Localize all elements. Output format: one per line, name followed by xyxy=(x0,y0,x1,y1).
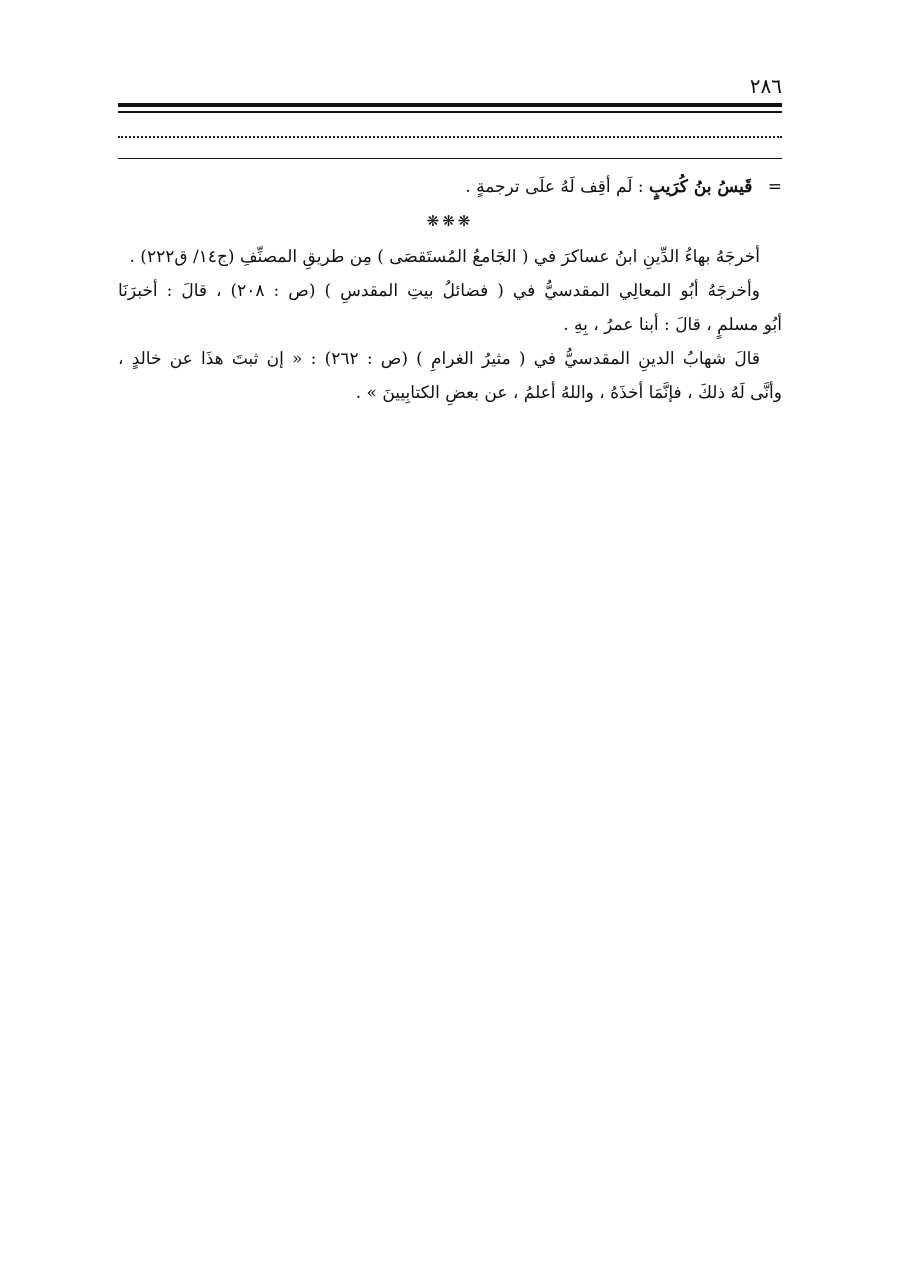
footnote-rule xyxy=(118,158,782,159)
paragraph-1-line-1: أخرجَهُ بهاءُ الدِّينِ ابنُ عساكرَ في ( الجَامعُ المُستَقصَى ) مِن طريقِ المصنِّفِ (ج١٤/ ق٢٢٢) . xyxy=(129,247,760,267)
asterism-separator: ❋❋❋ xyxy=(426,212,474,230)
narrator-name: قَيسُ بنُ كُرَيبٍ xyxy=(649,177,753,197)
paragraph-3-line-2: وأنَّى لَهُ ذلكَ ، فإنَّمَا أخذَهُ ، واللهُ أعلمُ ، عن بعضِ الكتابِيينَ » . xyxy=(355,383,782,403)
page-number: ٢٨٦ xyxy=(749,74,782,98)
paragraph-2-line-2: أبُو مسلمٍ ، قالَ : أبنا عمرُ ، بِهِ . xyxy=(563,315,782,335)
footnote-continuation-line xyxy=(118,170,782,204)
header-rule-thick xyxy=(118,103,782,107)
paragraph-3-line-1: قالَ شهابُ الدينِ المقدسيُّ في ( مثيرُ الغرامِ ) (ص : ٢٦٢) : « إن ثبتَ هذَا عن خالدٍ ، xyxy=(118,349,760,369)
narrator-note: : لَم أقِف لَهُ علَى ترجمةٍ . xyxy=(465,177,644,197)
header-rule-thin xyxy=(118,111,782,113)
paragraph-2-line-1: وأخرجَهُ أبُو المعالِي المقدسيُّ في ( فضائلُ بيتِ المقدسِ ) (ص : ٢٠٨) ، قالَ : أخبرَنَا xyxy=(118,281,760,301)
footnote-body xyxy=(118,170,782,410)
continuation-mark: = xyxy=(767,177,782,197)
dotted-divider xyxy=(118,136,782,138)
